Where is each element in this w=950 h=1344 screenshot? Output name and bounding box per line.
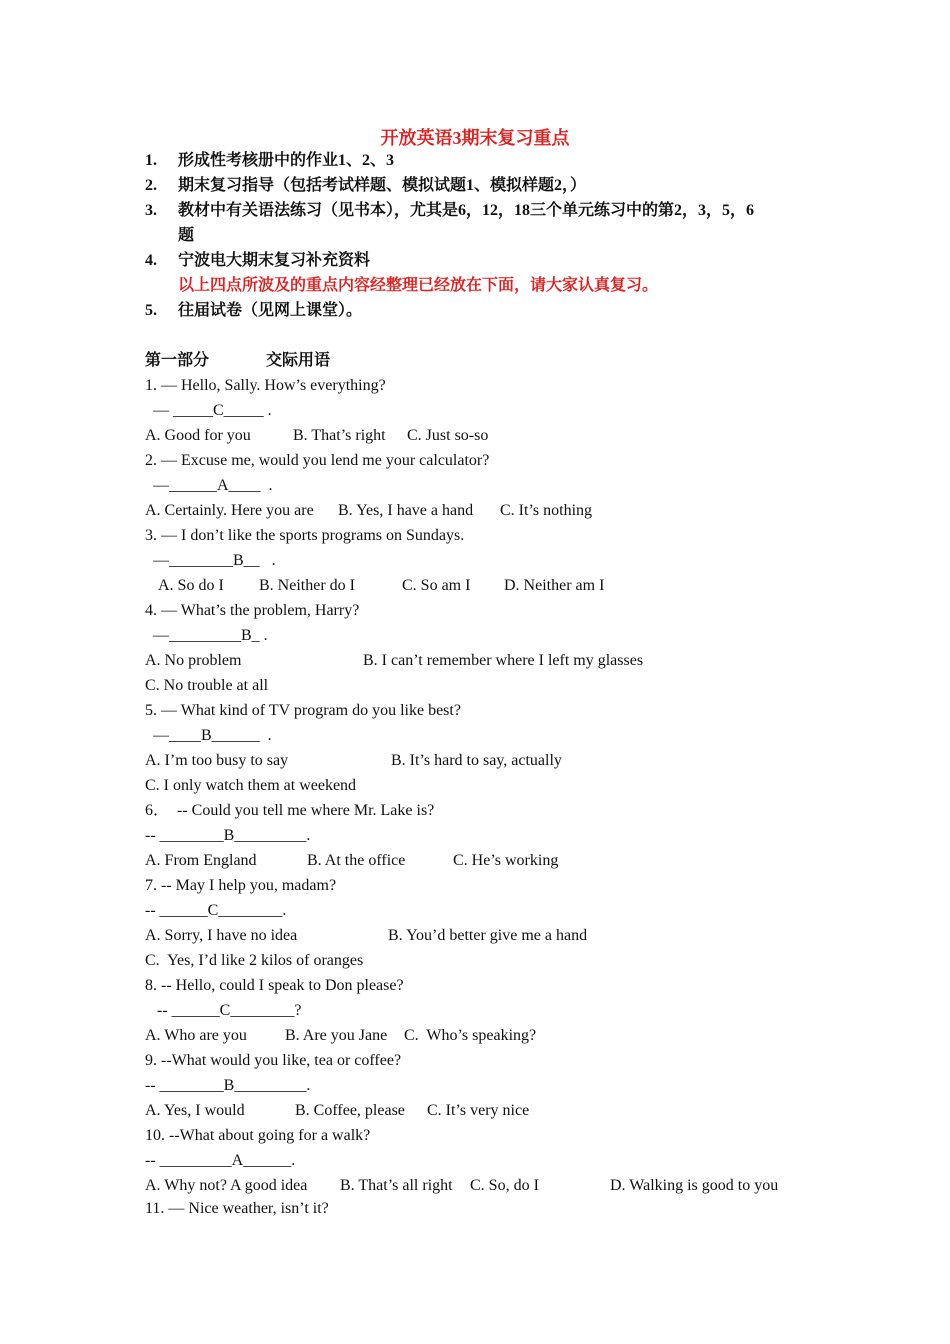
- option: B. It’s hard to say, actually: [391, 752, 562, 769]
- document-title: 开放英语3期末复习重点: [380, 128, 570, 148]
- option: A. Who are you: [145, 1027, 247, 1044]
- list-number: 1.: [145, 152, 157, 169]
- option: B. Coffee, please: [295, 1102, 405, 1119]
- option: C. He’s working: [453, 852, 559, 869]
- option: A. From England: [145, 852, 257, 869]
- list-item: 往届试卷（见网上课堂）。: [178, 302, 363, 319]
- list-item-continuation: 题: [178, 227, 195, 244]
- highlight-note: 以上四点所波及的重点内容经整理已经放在下面，请大家认真复习。: [178, 277, 659, 294]
- answer-line: —_________B_ .: [145, 627, 268, 644]
- option: C. Yes, I’d like 2 kilos of oranges: [145, 952, 364, 969]
- list-number: 2.: [145, 177, 157, 194]
- list-number: 4.: [145, 252, 157, 269]
- option: C. Who’s speaking?: [404, 1027, 537, 1044]
- option: D. Neither am I: [504, 577, 605, 594]
- question-text: 11. — Nice weather, isn’t it?: [145, 1200, 329, 1217]
- option: C. Just so-so: [407, 427, 489, 444]
- answer-line: —______A____ .: [145, 477, 273, 494]
- answer-line: -- ________B_________.: [145, 827, 311, 844]
- option: C. It’s nothing: [500, 502, 593, 519]
- option: A. Sorry, I have no idea: [145, 927, 298, 944]
- question-text: 10. --What about going for a walk?: [145, 1127, 371, 1144]
- option: C. So am I: [402, 577, 471, 594]
- list-number: 3.: [145, 202, 157, 219]
- option: B. You’d better give me a hand: [388, 927, 588, 944]
- question-text: 8. -- Hello, could I speak to Don please?: [145, 977, 404, 994]
- option: B. Neither do I: [259, 577, 355, 594]
- section-name: 交际用语: [266, 352, 331, 369]
- option: A. No problem: [145, 652, 242, 669]
- option: A. Why not? A good idea: [145, 1177, 308, 1194]
- list-item: 宁波电大期末复习补充资料: [178, 252, 371, 269]
- section-part: 第一部分: [145, 352, 210, 369]
- list-number: 5.: [145, 302, 157, 319]
- question-text: 3. — I don’t like the sports programs on Sundays.: [145, 527, 465, 544]
- list-item: 教材中有关语法练习（见书本），尤其是6，12，18三个单元练习中的第2，3，5，6: [178, 202, 755, 219]
- question-text: 9. --What would you like, tea or coffee?: [145, 1052, 402, 1069]
- option: C. It’s very nice: [427, 1102, 530, 1119]
- option: A. Good for you: [145, 427, 251, 444]
- option: A. Yes, I would: [145, 1102, 245, 1119]
- question-text: 6． -- Could you tell me where Mr. Lake is?: [145, 802, 435, 819]
- question-text: 1. — Hello, Sally. How’s everything?: [145, 377, 386, 394]
- list-item: 形成性考核册中的作业1、2、3: [178, 152, 395, 169]
- question-text: 5. — What kind of TV program do you like best?: [145, 702, 461, 719]
- answer-line: —________B__ .: [145, 552, 276, 569]
- answer-line: —____B______ .: [145, 727, 272, 744]
- option: B. Are you Jane: [285, 1027, 388, 1044]
- answer-line: -- ______C________.: [145, 902, 287, 919]
- option: C. So, do I: [470, 1177, 539, 1194]
- option: B. I can’t remember where I left my glasses: [363, 652, 644, 669]
- list-item: 期末复习指导（包括考试样题、模拟试题1、模拟样题2，）: [178, 177, 587, 194]
- question-text: 2. — Excuse me, would you lend me your calculator?: [145, 452, 490, 469]
- option: A. So do I: [158, 577, 224, 594]
- question-text: 7. -- May I help you, madam?: [145, 877, 337, 894]
- option: B. Yes, I have a hand: [338, 502, 474, 519]
- option: B. At the office: [307, 852, 406, 869]
- option: C. No trouble at all: [145, 677, 269, 694]
- option: D. Walking is good to you: [610, 1177, 779, 1194]
- option: A. I’m too busy to say: [145, 752, 289, 769]
- option: B. That’s all right: [340, 1177, 453, 1194]
- question-text: 4. — What’s the problem, Harry?: [145, 602, 360, 619]
- option: C. I only watch them at weekend: [145, 777, 357, 794]
- option: B. That’s right: [293, 427, 386, 444]
- answer-line: — _____C_____ .: [145, 402, 272, 419]
- answer-line: -- ________B_________.: [145, 1077, 311, 1094]
- answer-line: -- ______C________?: [145, 1002, 302, 1019]
- option: A. Certainly. Here you are: [145, 502, 314, 519]
- answer-line: -- _________A______.: [145, 1152, 296, 1169]
